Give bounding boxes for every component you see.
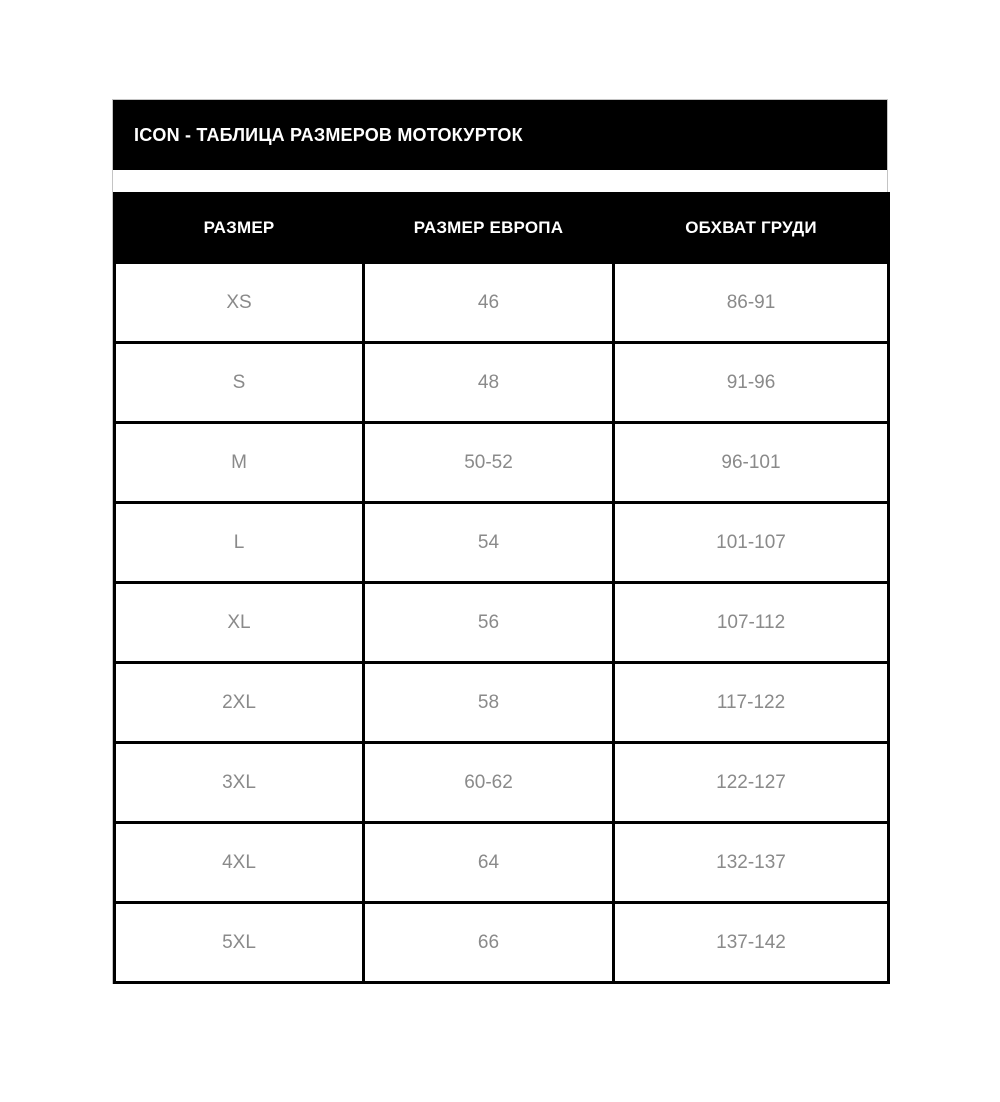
table-row <box>115 503 889 583</box>
size-cell: 3XL <box>115 743 364 823</box>
size-cell: M <box>115 423 364 503</box>
size-europe-cell: 50-52 <box>364 423 614 503</box>
size-cell: 2XL <box>115 663 364 743</box>
column-header-size: РАЗМЕР <box>115 194 364 263</box>
table-row <box>115 423 889 503</box>
page-title: ICON - ТАБЛИЦА РАЗМЕРОВ МОТОКУРТОК <box>134 124 523 145</box>
table-row <box>115 663 889 743</box>
title-bar <box>113 100 887 170</box>
chest-cell: 96-101 <box>614 423 889 503</box>
table-row <box>115 583 889 663</box>
table-row <box>115 903 889 983</box>
chest-cell: 101-107 <box>614 503 889 583</box>
size-cell: L <box>115 503 364 583</box>
size-cell: 5XL <box>115 903 364 983</box>
chest-cell: 91-96 <box>614 343 889 423</box>
size-chart-block <box>112 99 888 984</box>
chest-cell: 86-91 <box>614 263 889 343</box>
chest-cell: 122-127 <box>614 743 889 823</box>
table-row <box>115 343 889 423</box>
chest-cell: 137-142 <box>614 903 889 983</box>
table-row <box>115 263 889 343</box>
size-europe-cell: 48 <box>364 343 614 423</box>
chest-cell: 117-122 <box>614 663 889 743</box>
table-header-row <box>115 194 889 263</box>
chest-cell: 132-137 <box>614 823 889 903</box>
title-table-gap <box>113 170 887 192</box>
size-europe-cell: 58 <box>364 663 614 743</box>
table-body <box>115 263 889 983</box>
size-cell: XL <box>115 583 364 663</box>
table-row <box>115 823 889 903</box>
size-europe-cell: 60-62 <box>364 743 614 823</box>
size-cell: 4XL <box>115 823 364 903</box>
size-cell: XS <box>115 263 364 343</box>
size-europe-cell: 66 <box>364 903 614 983</box>
size-europe-cell: 56 <box>364 583 614 663</box>
column-header-chest: ОБХВАТ ГРУДИ <box>614 194 889 263</box>
size-europe-cell: 64 <box>364 823 614 903</box>
column-header-size-europe: РАЗМЕР ЕВРОПА <box>364 194 614 263</box>
size-table <box>113 192 890 984</box>
size-europe-cell: 54 <box>364 503 614 583</box>
chest-cell: 107-112 <box>614 583 889 663</box>
table-row <box>115 743 889 823</box>
size-cell: S <box>115 343 364 423</box>
size-europe-cell: 46 <box>364 263 614 343</box>
